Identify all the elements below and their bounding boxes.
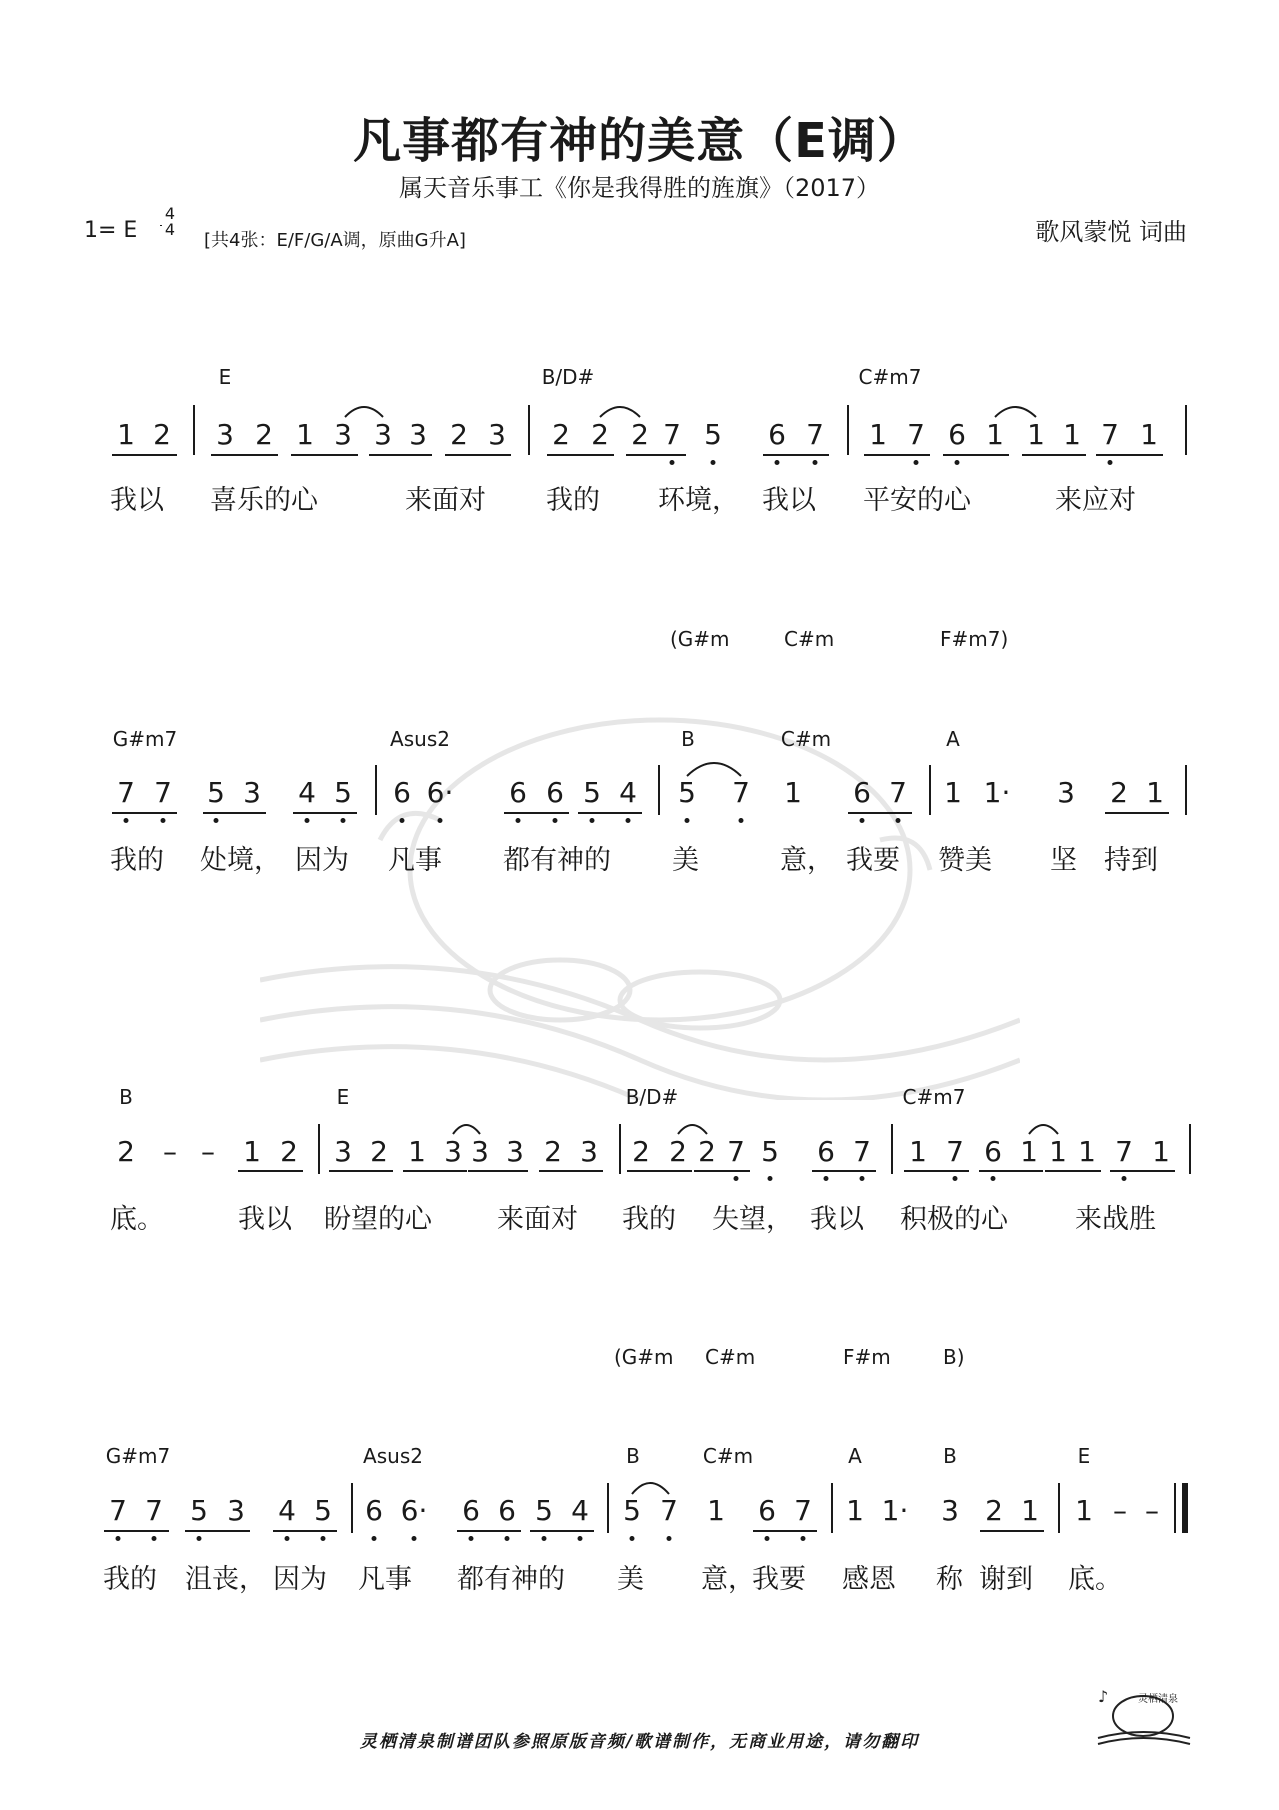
low-octave-dot	[626, 818, 631, 823]
note: 3	[227, 1494, 245, 1527]
note: 3	[409, 418, 427, 451]
lyric: 谢到	[979, 1564, 1033, 1595]
note: 6·	[426, 776, 454, 809]
note: 3	[506, 1135, 524, 1168]
note: 6	[365, 1494, 383, 1527]
lyric: 因为	[273, 1564, 327, 1595]
low-octave-dot	[1122, 1176, 1127, 1181]
underline	[848, 812, 912, 814]
note: 6	[509, 776, 527, 809]
low-octave-dot	[516, 818, 521, 823]
lyric: 沮丧，	[185, 1564, 266, 1595]
note: 7	[145, 1494, 163, 1527]
underline	[753, 1530, 817, 1532]
low-octave-dot	[685, 818, 690, 823]
underline	[539, 1170, 603, 1172]
note: 1	[1020, 1135, 1038, 1168]
low-octave-dot	[914, 460, 919, 465]
lyric: 称	[936, 1564, 963, 1595]
low-octave-dot	[505, 1536, 510, 1541]
chord: B/D#	[541, 365, 595, 389]
note: 1	[784, 776, 802, 809]
chord: C#m	[780, 727, 832, 751]
underline	[112, 454, 177, 456]
lyric: 我的	[622, 1204, 676, 1235]
low-octave-dot	[1108, 460, 1113, 465]
note: 2	[153, 418, 171, 451]
low-octave-dot	[860, 1176, 865, 1181]
low-octave-dot	[161, 818, 166, 823]
underline	[203, 812, 266, 814]
low-octave-dot	[542, 1536, 547, 1541]
underline	[445, 454, 511, 456]
lyric: 盼望的心	[324, 1204, 432, 1235]
tie-slurs	[0, 1112, 1279, 1142]
lyric: 来面对	[405, 485, 486, 516]
underline	[112, 812, 177, 814]
note: 3	[334, 1135, 352, 1168]
note: 6	[758, 1494, 776, 1527]
note: 2	[591, 418, 609, 451]
low-octave-dot	[991, 1176, 996, 1181]
alt-chord: F#m	[843, 1345, 891, 1369]
low-octave-dot	[813, 460, 818, 465]
lyric: 意，	[701, 1564, 755, 1595]
lyric: 我以	[762, 485, 816, 516]
lyric: 我以	[110, 485, 164, 516]
note: 7	[907, 418, 925, 451]
credits: 歌风蒙悦 词曲	[1035, 218, 1187, 246]
note: 5	[535, 1494, 553, 1527]
chord: C#m7	[902, 1085, 966, 1109]
time-signature-bottom: 4	[164, 220, 176, 239]
underline	[273, 1530, 337, 1532]
lyric: 我的	[546, 485, 600, 516]
lyric: 我以	[238, 1204, 292, 1235]
low-octave-dot	[739, 818, 744, 823]
low-octave-dot	[775, 460, 780, 465]
chord: B/D#	[625, 1085, 679, 1109]
low-octave-dot	[670, 460, 675, 465]
note: 1	[296, 418, 314, 451]
note: 2	[698, 1135, 716, 1168]
page-title: 凡事都有神的美意（E调）	[353, 113, 926, 169]
chord: C#m	[702, 1444, 754, 1468]
note: 1	[1049, 1135, 1067, 1168]
low-octave-dot	[197, 1536, 202, 1541]
note: 6	[817, 1135, 835, 1168]
low-octave-dot	[341, 818, 346, 823]
low-octave-dot	[667, 1536, 672, 1541]
note: 5	[334, 776, 352, 809]
lyric: 环境，	[658, 485, 739, 516]
note: 2	[450, 418, 468, 451]
low-octave-dot	[321, 1536, 326, 1541]
note: 2	[552, 418, 570, 451]
note: –	[163, 1135, 177, 1168]
low-octave-dot	[955, 460, 960, 465]
alt-chord: (G#m	[670, 627, 730, 651]
lyric: 美	[617, 1564, 644, 1595]
underline	[694, 1170, 750, 1172]
underline	[943, 454, 1009, 456]
chord: A	[946, 727, 960, 751]
note: –	[1113, 1494, 1127, 1527]
note: 6	[948, 418, 966, 451]
note: 1·	[881, 1494, 909, 1527]
note: 5	[583, 776, 601, 809]
lyric: 因为	[295, 845, 349, 876]
note: 2	[669, 1135, 687, 1168]
chord: C#m7	[858, 365, 922, 389]
low-octave-dot	[768, 1176, 773, 1181]
note: 1	[1075, 1494, 1093, 1527]
chord: Asus2	[390, 727, 450, 751]
note: 1	[1027, 418, 1045, 451]
low-octave-dot	[578, 1536, 583, 1541]
note: 1	[986, 418, 1004, 451]
chord: G#m7	[105, 1444, 171, 1468]
note: –	[1145, 1494, 1159, 1527]
lyric: 积极的心	[900, 1204, 1008, 1235]
low-octave-dot	[372, 1536, 377, 1541]
low-octave-dot	[896, 818, 901, 823]
note: 1	[117, 418, 135, 451]
note: 2	[632, 1135, 650, 1168]
note: 7	[946, 1135, 964, 1168]
note: 2	[631, 418, 649, 451]
note: 7	[806, 418, 824, 451]
note: –	[201, 1135, 215, 1168]
underline	[980, 1530, 1044, 1532]
low-octave-dot	[860, 818, 865, 823]
note: 5	[678, 776, 696, 809]
lyric: 失望，	[712, 1204, 793, 1235]
chord: B	[943, 1444, 957, 1468]
note: 7	[853, 1135, 871, 1168]
lyric: 来面对	[497, 1204, 578, 1235]
low-octave-dot	[711, 460, 716, 465]
note: 7	[663, 418, 681, 451]
low-octave-dot	[400, 818, 405, 823]
low-octave-dot	[734, 1176, 739, 1181]
low-octave-dot	[801, 1536, 806, 1541]
note: 7	[1101, 418, 1119, 451]
lyric: 喜乐的心	[210, 485, 318, 516]
tie-slurs	[0, 750, 1279, 780]
lyric: 我要	[752, 1564, 806, 1595]
footer-notice: 灵栖清泉制谱团队参照原版音频/歌谱制作，无商业用途，请勿翻印	[359, 1732, 920, 1752]
note: 3	[471, 1135, 489, 1168]
chord: B	[681, 727, 695, 751]
lyric: 来战胜	[1075, 1204, 1156, 1235]
lyric: 底。	[110, 1204, 164, 1235]
low-octave-dot	[285, 1536, 290, 1541]
note: 6	[462, 1494, 480, 1527]
note: 7	[660, 1494, 678, 1527]
note: 6	[984, 1135, 1002, 1168]
note: 1·	[983, 776, 1011, 809]
publisher-logo	[1088, 1680, 1198, 1754]
note: 7	[117, 776, 135, 809]
note: 6	[853, 776, 871, 809]
alt-chord: (G#m	[614, 1345, 674, 1369]
lyric: 凡事	[358, 1564, 412, 1595]
underline	[530, 1530, 594, 1532]
alt-chord: F#m7)	[940, 627, 1009, 651]
lyric: 凡事	[388, 845, 442, 876]
underline	[904, 1170, 969, 1172]
chord: B	[626, 1444, 640, 1468]
underline	[626, 454, 686, 456]
note: 1	[1078, 1135, 1096, 1168]
note: 3	[216, 418, 234, 451]
note: 6	[768, 418, 786, 451]
tie-slurs	[0, 395, 1279, 425]
note: 4	[298, 776, 316, 809]
note: 6	[498, 1494, 516, 1527]
lyric: 底。	[1068, 1564, 1122, 1595]
note: 1	[1146, 776, 1164, 809]
note: 5	[761, 1135, 779, 1168]
note: 6	[546, 776, 564, 809]
note: 1	[408, 1135, 426, 1168]
note: 7	[154, 776, 172, 809]
note: 3	[1057, 776, 1075, 809]
low-octave-dot	[214, 818, 219, 823]
note: 3	[941, 1494, 959, 1527]
underline	[864, 454, 930, 456]
note: 5	[314, 1494, 332, 1527]
lyric: 意，	[780, 845, 834, 876]
underline	[468, 1170, 528, 1172]
note: 3	[488, 418, 506, 451]
lyric: 我要	[846, 845, 900, 876]
low-octave-dot	[553, 818, 558, 823]
chord: Asus2	[363, 1444, 423, 1468]
note: 2	[117, 1135, 135, 1168]
alt-chord: C#m	[705, 1345, 756, 1369]
underline	[293, 812, 357, 814]
low-octave-dot	[590, 818, 595, 823]
note: 3	[243, 776, 261, 809]
lyric: 我以	[810, 1204, 864, 1235]
note: 4	[619, 776, 637, 809]
note: 7	[889, 776, 907, 809]
low-octave-dot	[152, 1536, 157, 1541]
note: 1	[1140, 418, 1158, 451]
chord: E	[218, 365, 232, 389]
note: 1	[909, 1135, 927, 1168]
low-octave-dot	[630, 1536, 635, 1541]
low-octave-dot	[824, 1176, 829, 1181]
underline	[1022, 454, 1086, 456]
lyric: 我的	[103, 1564, 157, 1595]
low-octave-dot	[469, 1536, 474, 1541]
chord: B	[119, 1085, 133, 1109]
note: 7	[732, 776, 750, 809]
lyric: 都有神的	[457, 1564, 565, 1595]
low-octave-dot	[953, 1176, 958, 1181]
note: 7	[1115, 1135, 1133, 1168]
note: 1	[846, 1494, 864, 1527]
note: 4	[571, 1494, 589, 1527]
note: 1	[1063, 418, 1081, 451]
note: 1	[869, 418, 887, 451]
note: 3	[374, 418, 392, 451]
note: 2	[544, 1135, 562, 1168]
lyric: 持到	[1104, 845, 1158, 876]
low-octave-dot	[124, 818, 129, 823]
low-octave-dot	[305, 818, 310, 823]
chord: E	[336, 1085, 350, 1109]
low-octave-dot	[412, 1536, 417, 1541]
underline	[291, 454, 358, 456]
lyric: 坚	[1050, 845, 1077, 876]
page-subtitle: 属天音乐事工《你是我得胜的旌旗》（2017）	[398, 174, 881, 202]
lyric: 美	[672, 845, 699, 876]
note: 1	[1021, 1494, 1039, 1527]
note: 4	[278, 1494, 296, 1527]
underline	[104, 1530, 169, 1532]
chord: A	[848, 1444, 862, 1468]
note: 1	[243, 1135, 261, 1168]
underline	[1105, 812, 1169, 814]
underline	[812, 1170, 876, 1172]
note: 1	[944, 776, 962, 809]
underline	[369, 454, 432, 456]
note: 3	[444, 1135, 462, 1168]
logo-text: 灵栖清泉	[1138, 1694, 1178, 1705]
note: 2	[1110, 776, 1128, 809]
lyric: 处境，	[200, 845, 281, 876]
alt-chord: B)	[943, 1345, 965, 1369]
underline	[627, 1170, 692, 1172]
chord: E	[1077, 1444, 1091, 1468]
underline	[547, 454, 614, 456]
note: 5	[704, 418, 722, 451]
underline	[238, 1170, 303, 1172]
lyric: 感恩	[842, 1564, 896, 1595]
alt-chord: C#m	[784, 627, 835, 651]
underline	[979, 1170, 1043, 1172]
lyric: 我的	[110, 845, 164, 876]
note: 6	[393, 776, 411, 809]
underline	[763, 454, 829, 456]
note: 3	[334, 418, 352, 451]
lyric: 都有神的	[503, 845, 611, 876]
time-signature-top: 4	[164, 204, 176, 223]
key-signature: 1= E	[84, 218, 138, 243]
note: 1	[707, 1494, 725, 1527]
note: 7	[109, 1494, 127, 1527]
low-octave-dot	[765, 1536, 770, 1541]
note: 6·	[400, 1494, 428, 1527]
note: 5	[207, 776, 225, 809]
underline	[1045, 1170, 1101, 1172]
low-octave-dot	[438, 818, 443, 823]
note: 2	[370, 1135, 388, 1168]
svg-text:♪: ♪	[1098, 1687, 1109, 1706]
note: 3	[580, 1135, 598, 1168]
note: 2	[985, 1494, 1003, 1527]
underline	[329, 1170, 393, 1172]
underline	[1096, 454, 1163, 456]
note: 1	[1152, 1135, 1170, 1168]
tie-slurs	[0, 1470, 1279, 1500]
underline	[211, 454, 278, 456]
underline	[403, 1170, 467, 1172]
lyric: 赞美	[938, 845, 992, 876]
note: 5	[623, 1494, 641, 1527]
chord: G#m7	[112, 727, 178, 751]
low-octave-dot	[116, 1536, 121, 1541]
note: 2	[255, 418, 273, 451]
key-note: [共4张：E/F/G/A调，原曲G升A]	[204, 230, 466, 251]
note: 7	[727, 1135, 745, 1168]
underline	[185, 1530, 250, 1532]
lyric: 平安的心	[863, 485, 971, 516]
underline	[1110, 1170, 1175, 1172]
note: 2	[280, 1135, 298, 1168]
note: 7	[794, 1494, 812, 1527]
underline	[504, 812, 569, 814]
sheep-logo-icon	[1088, 1680, 1198, 1750]
lyric: 来应对	[1055, 485, 1136, 516]
time-signature	[160, 206, 180, 238]
underline	[578, 812, 642, 814]
note: 5	[190, 1494, 208, 1527]
underline	[457, 1530, 521, 1532]
